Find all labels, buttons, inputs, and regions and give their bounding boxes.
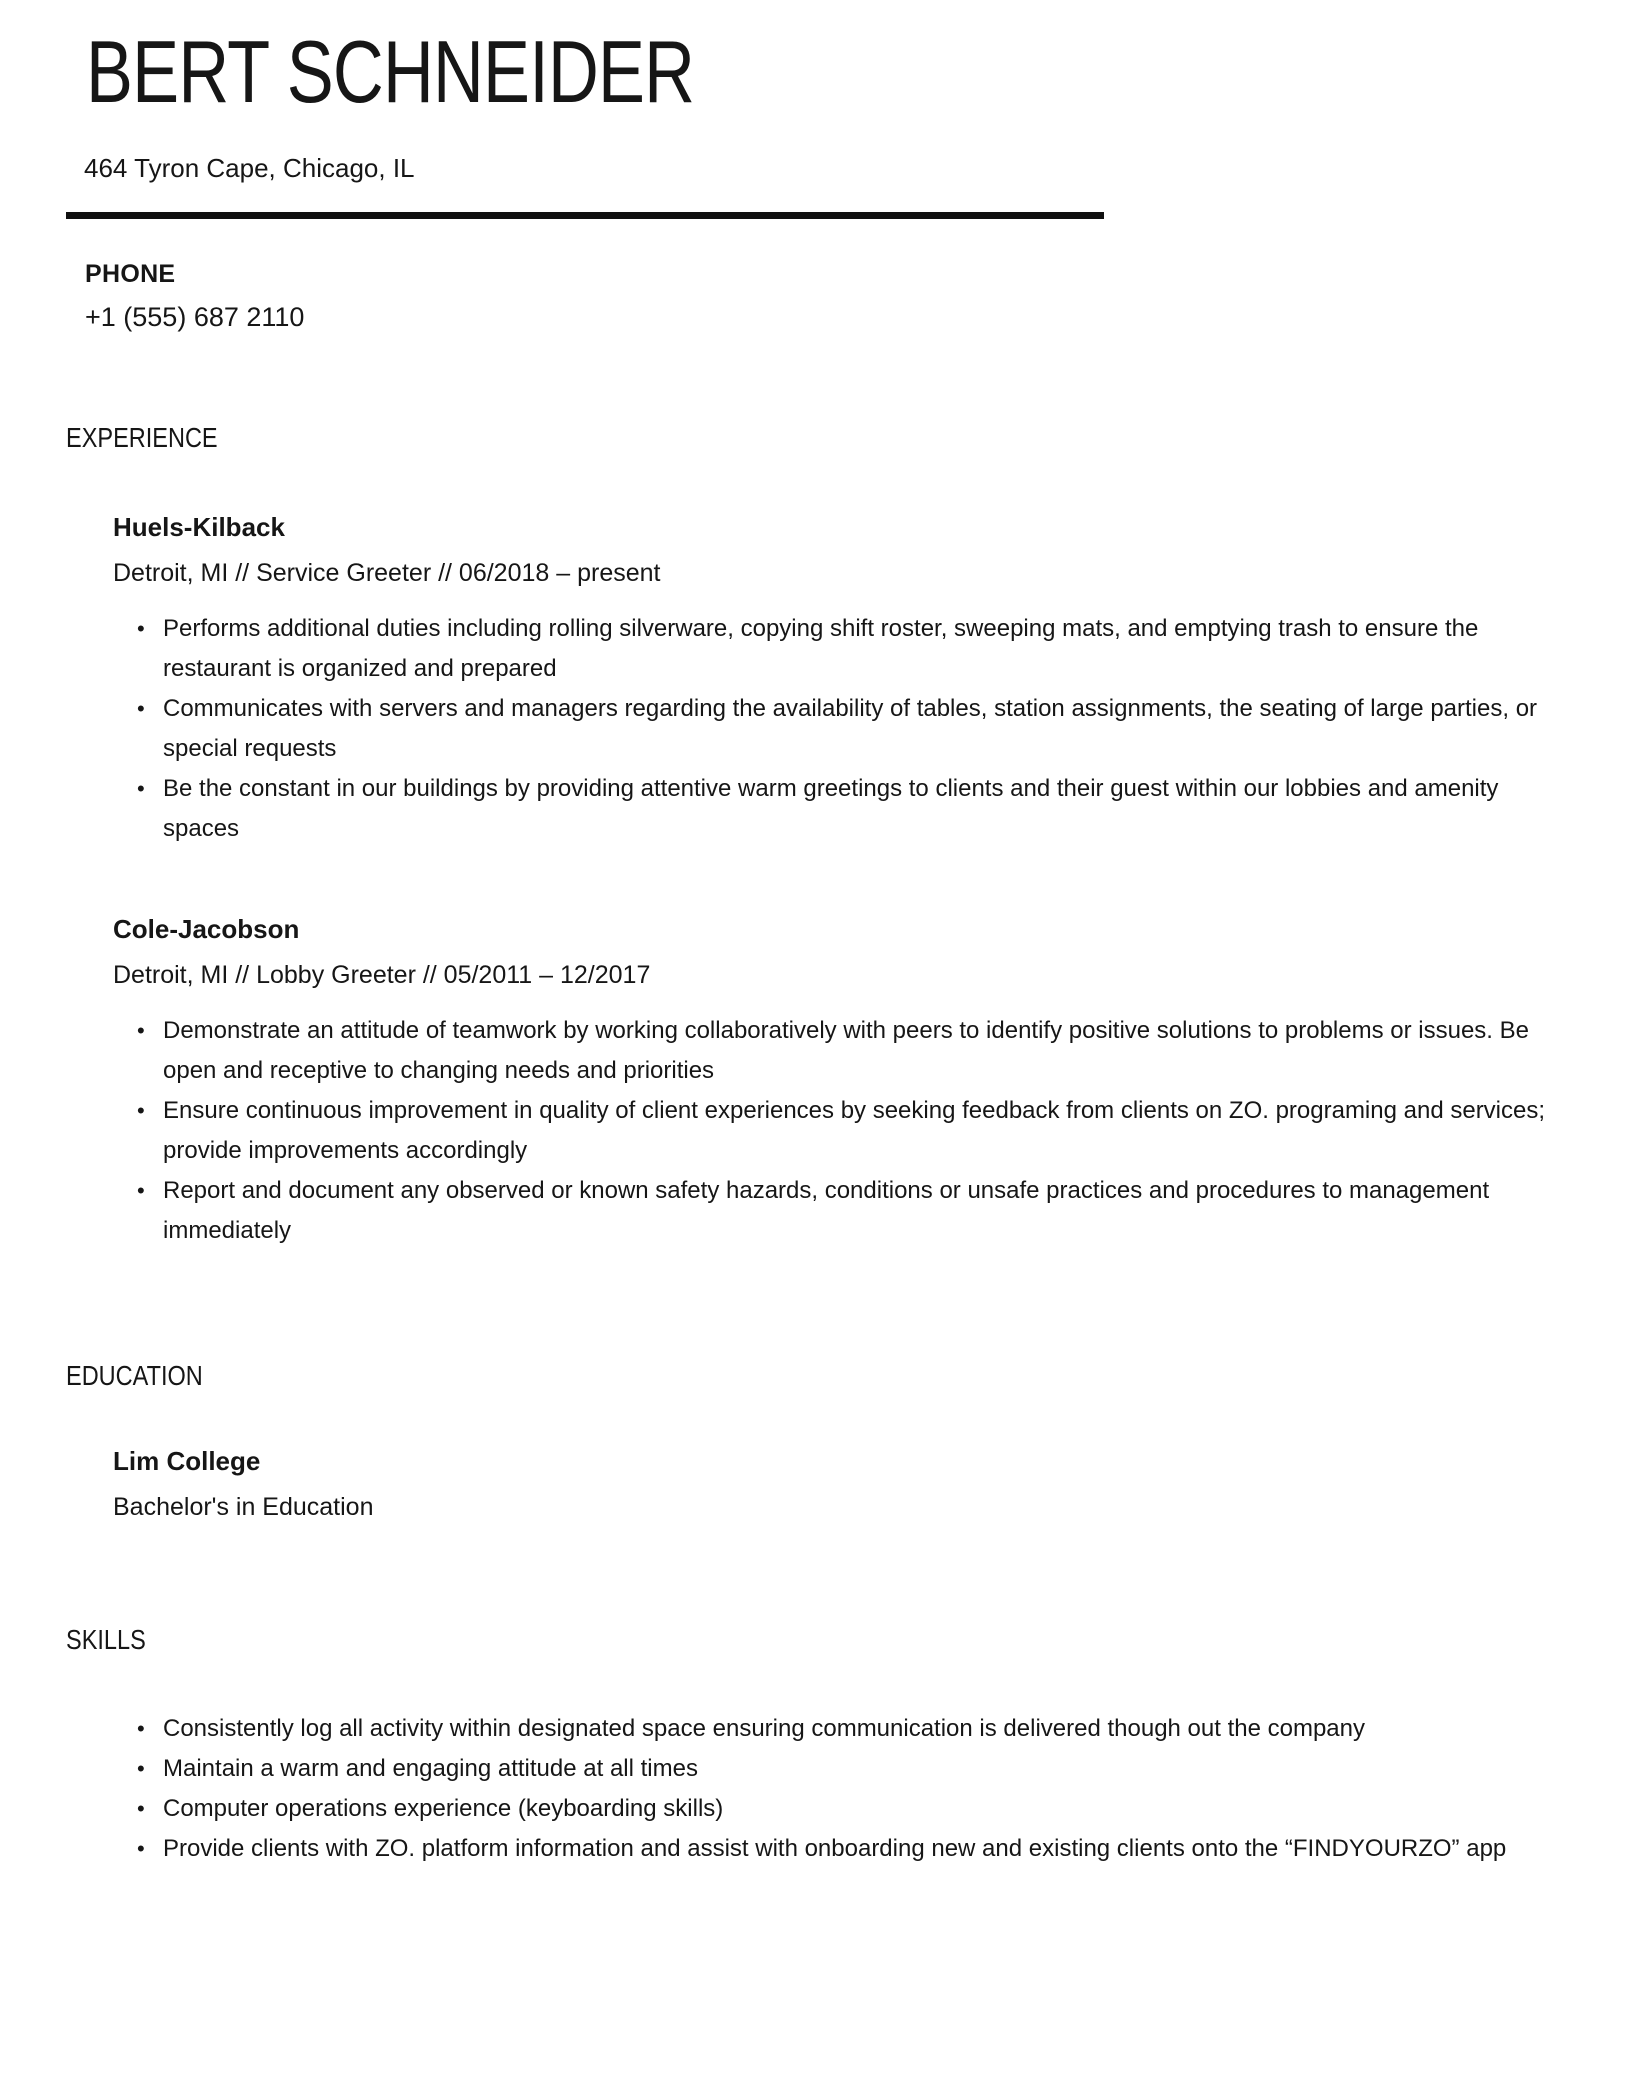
job-bullet: • Report and document any observed or known safety hazards, conditions or unsafe practices and procedures to management immediately — [163, 1171, 1567, 1251]
person-address: 464 Tyron Cape, Chicago, IL — [84, 153, 415, 183]
job-meta: Detroit, MI // Service Greeter // 06/2018 – present — [113, 559, 661, 587]
header-divider — [66, 212, 1104, 219]
job-entry-cole-jacobson — [0, 913, 1632, 1251]
job-bullet-list — [0, 609, 1632, 849]
education-section-title: EDUCATION — [66, 1360, 203, 1391]
skills-bullet-list — [0, 1709, 1632, 1869]
job-entry-huels-kilback — [0, 511, 1632, 849]
job-bullet: • Be the constant in our buildings by providing attentive warm greetings to clients and their guest within our lobbies and amenity spaces — [163, 769, 1567, 849]
experience-section-title: EXPERIENCE — [66, 422, 218, 453]
skills-section — [0, 1623, 1632, 1869]
job-bullet: • Demonstrate an attitude of teamwork by working collaboratively with peers to identify positive solutions to problems or issues. Be open and receptive to changing needs and priorities — [163, 1011, 1567, 1091]
skills-section-title: SKILLS — [66, 1624, 146, 1655]
company-name: Cole-Jacobson — [113, 914, 300, 944]
skill-bullet: • Computer operations experience (keyboarding skills) — [163, 1789, 1567, 1829]
experience-section — [0, 421, 1632, 1251]
skill-bullet: • Consistently log all activity within designated space ensuring communication is delivered though out the company — [163, 1709, 1567, 1749]
job-bullet: • Performs additional duties including rolling silverware, copying shift roster, sweeping mats, and emptying trash to ensure the restaurant is organized and prepared — [163, 609, 1567, 689]
job-bullet: • Ensure continuous improvement in quality of client experiences by seeking feedback from clients on ZO. programing and services; provide improvements accordingly — [163, 1091, 1567, 1171]
school-name: Lim College — [113, 1446, 261, 1476]
company-name: Huels-Kilback — [113, 512, 285, 542]
job-bullet: • Communicates with servers and managers regarding the availability of tables, station assignments, the seating of large parties, or special requests — [163, 689, 1567, 769]
job-bullet-list — [0, 1011, 1632, 1251]
skill-bullet: • Maintain a warm and engaging attitude at all times — [163, 1749, 1567, 1789]
education-section — [0, 1359, 1632, 1523]
job-meta: Detroit, MI // Lobby Greeter // 05/2011 – 12/2017 — [113, 961, 651, 989]
phone-label: PHONE — [85, 260, 176, 288]
person-name: BERT SCHNEIDER — [86, 22, 695, 121]
skill-bullet: • Provide clients with ZO. platform information and assist with onboarding new and existing clients onto the “FINDYOURZO” app — [163, 1829, 1567, 1869]
degree-name: Bachelor's in Education — [113, 1493, 374, 1521]
education-entry — [0, 1445, 1632, 1523]
phone-number: +1 (555) 687 2110 — [85, 302, 305, 332]
